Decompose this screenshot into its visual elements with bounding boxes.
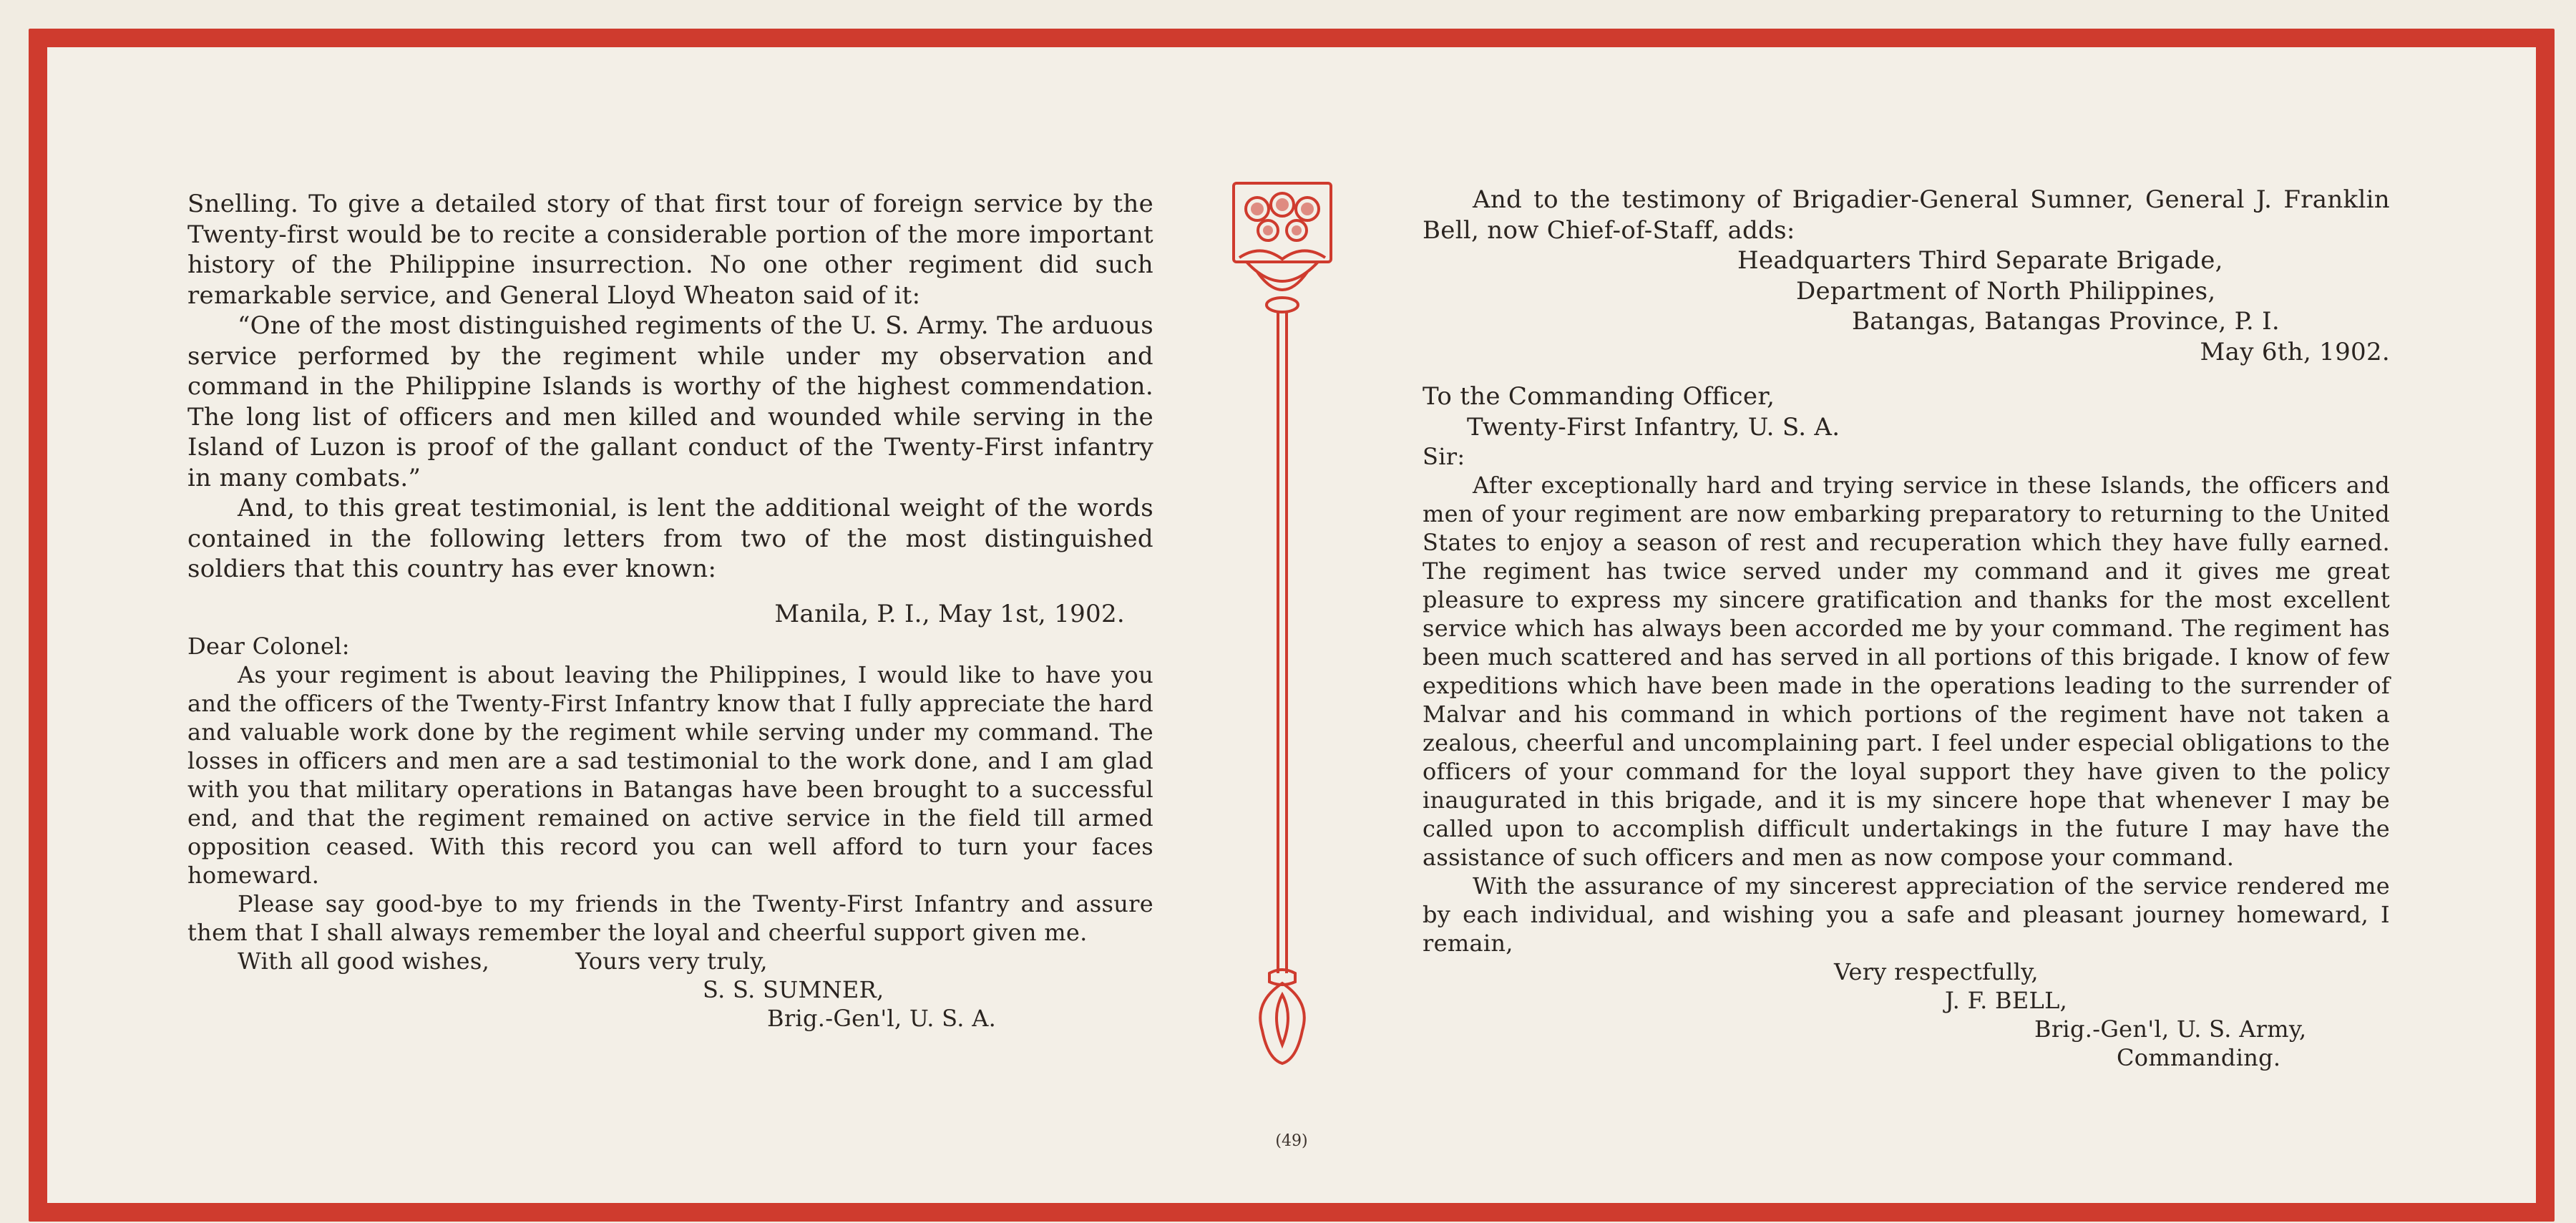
sumner-closing-line (187, 947, 1153, 975)
hq-line-3: Batangas, Batangas Province, P. I. (1852, 307, 2280, 336)
right-column (1423, 185, 2390, 1072)
hq-line-1: Headquarters Third Separate Brigade, (1737, 246, 2223, 275)
bell-signature-role: Commanding. (2117, 1044, 2281, 1071)
bell-letter-body: After exceptionally hard and trying service in these Islands, the officers and men of your regiment are now embarking preparatory to returning to the United States to enjoy a season of rest and recuperation which they have fully earned. The regiment has twice served under my command and it gives me great pleasure to express my sincere gratification and thanks for the most excellent service which has always been accorded me by your command. The regiment has been much scattered and has served in all portions of this brigade. I know of few expeditions which have been made in the operations leading to the surrender of Malvar and his command in which portions of the regiment have not taken a zealous, cheerful and uncomplaining part. I feel under especial obligations to the officers of your command for the loyal support they have given to the policy inaugurated in this brigade, and it is my sincere hope that whenever I may be called upon to accomplish difficult undertakings in the future I may have the assistance of such officers and men as now compose your command. (1423, 472, 2390, 871)
sumner-good-wishes: With all good wishes, (238, 947, 490, 975)
bell-closing: Very respectfully, (1834, 958, 2039, 985)
page-number: (49) (1275, 1132, 1308, 1150)
sumner-letter-date: Manila, P. I., May 1st, 1902. (774, 599, 1125, 628)
wheaton-quote: “One of the most distinguished regiments of the U. S. Army. The arduous service performed by the regiment while under my observation and command in the Philippine Islands is worthy of the highest commendation. The long list of officers and men killed and wounded while serving in the Island of Luzon is proof of the gallant conduct of the Twenty-First infantry in many combats.” (187, 311, 1153, 492)
bell-salutation: Sir: (1423, 443, 1465, 470)
addressee-line-2: Twenty-First Infantry, U. S. A. (1467, 412, 1840, 442)
bell-signature-name: J. F. BELL, (1945, 987, 2068, 1014)
left-column (187, 189, 1153, 1033)
sumner-salutation: Dear Colonel: (187, 633, 350, 660)
addressee-line-1: To the Commanding Officer, (1423, 382, 1775, 411)
bell-letter-remain: With the assurance of my sincerest appreciation of the service rendered me by each individual, and wishing you a safe and pleasant journey homeward, I remain, (1423, 872, 2390, 957)
bell-letter-date: May 6th, 1902. (2200, 337, 2390, 366)
decorative-scepter-ornament (1225, 179, 1340, 1066)
left-para-testimonial: And, to this great testimonial, is lent the additional weight of the words contained in the following letters from two of the most distinguished soldiers that this country has ever known: (187, 494, 1153, 583)
bell-intro: And to the testimony of Brigadier-General Sumner, General J. Franklin Bell, now Chief-of-Staff, adds: (1423, 185, 2390, 245)
left-para-intro: Snelling. To give a detailed story of that first tour of foreign service by the Twenty-first would be to recite a considerable portion of the more important history of the Philippine insurrection. No one other regiment did such remarkable service, and General Lloyd Wheaton said of it: (187, 190, 1153, 310)
bell-signature-title: Brig.-Gen'l, U. S. Army, (2034, 1015, 2307, 1043)
sumner-letter-body: As your regiment is about leaving the Philippines, I would like to have you and the officers of the Twenty-First Infantry know that I fully appreciate the hard and valuable work done by the regiment while serving under my command. The losses in officers and men are a sad testimonial to the work done, and I am glad with you that military operations in Batangas have been brought to a successful end, and that the regiment remained on active service in the field till armed opposition ceased. With this record you can well afford to turn your faces homeward. (187, 661, 1153, 889)
sumner-signature-title: Brig.-Gen'l, U. S. A. (767, 1005, 997, 1032)
hq-line-2: Department of North Philippines, (1796, 276, 2216, 306)
sumner-signature-name: S. S. SUMNER, (703, 976, 884, 1003)
sumner-closing: Yours very truly, (575, 947, 768, 975)
sumner-letter-farewell: Please say good-bye to my friends in the Twenty-First Infantry and assure them that I shall always remember the loyal and cheerful support given me. (187, 890, 1153, 946)
